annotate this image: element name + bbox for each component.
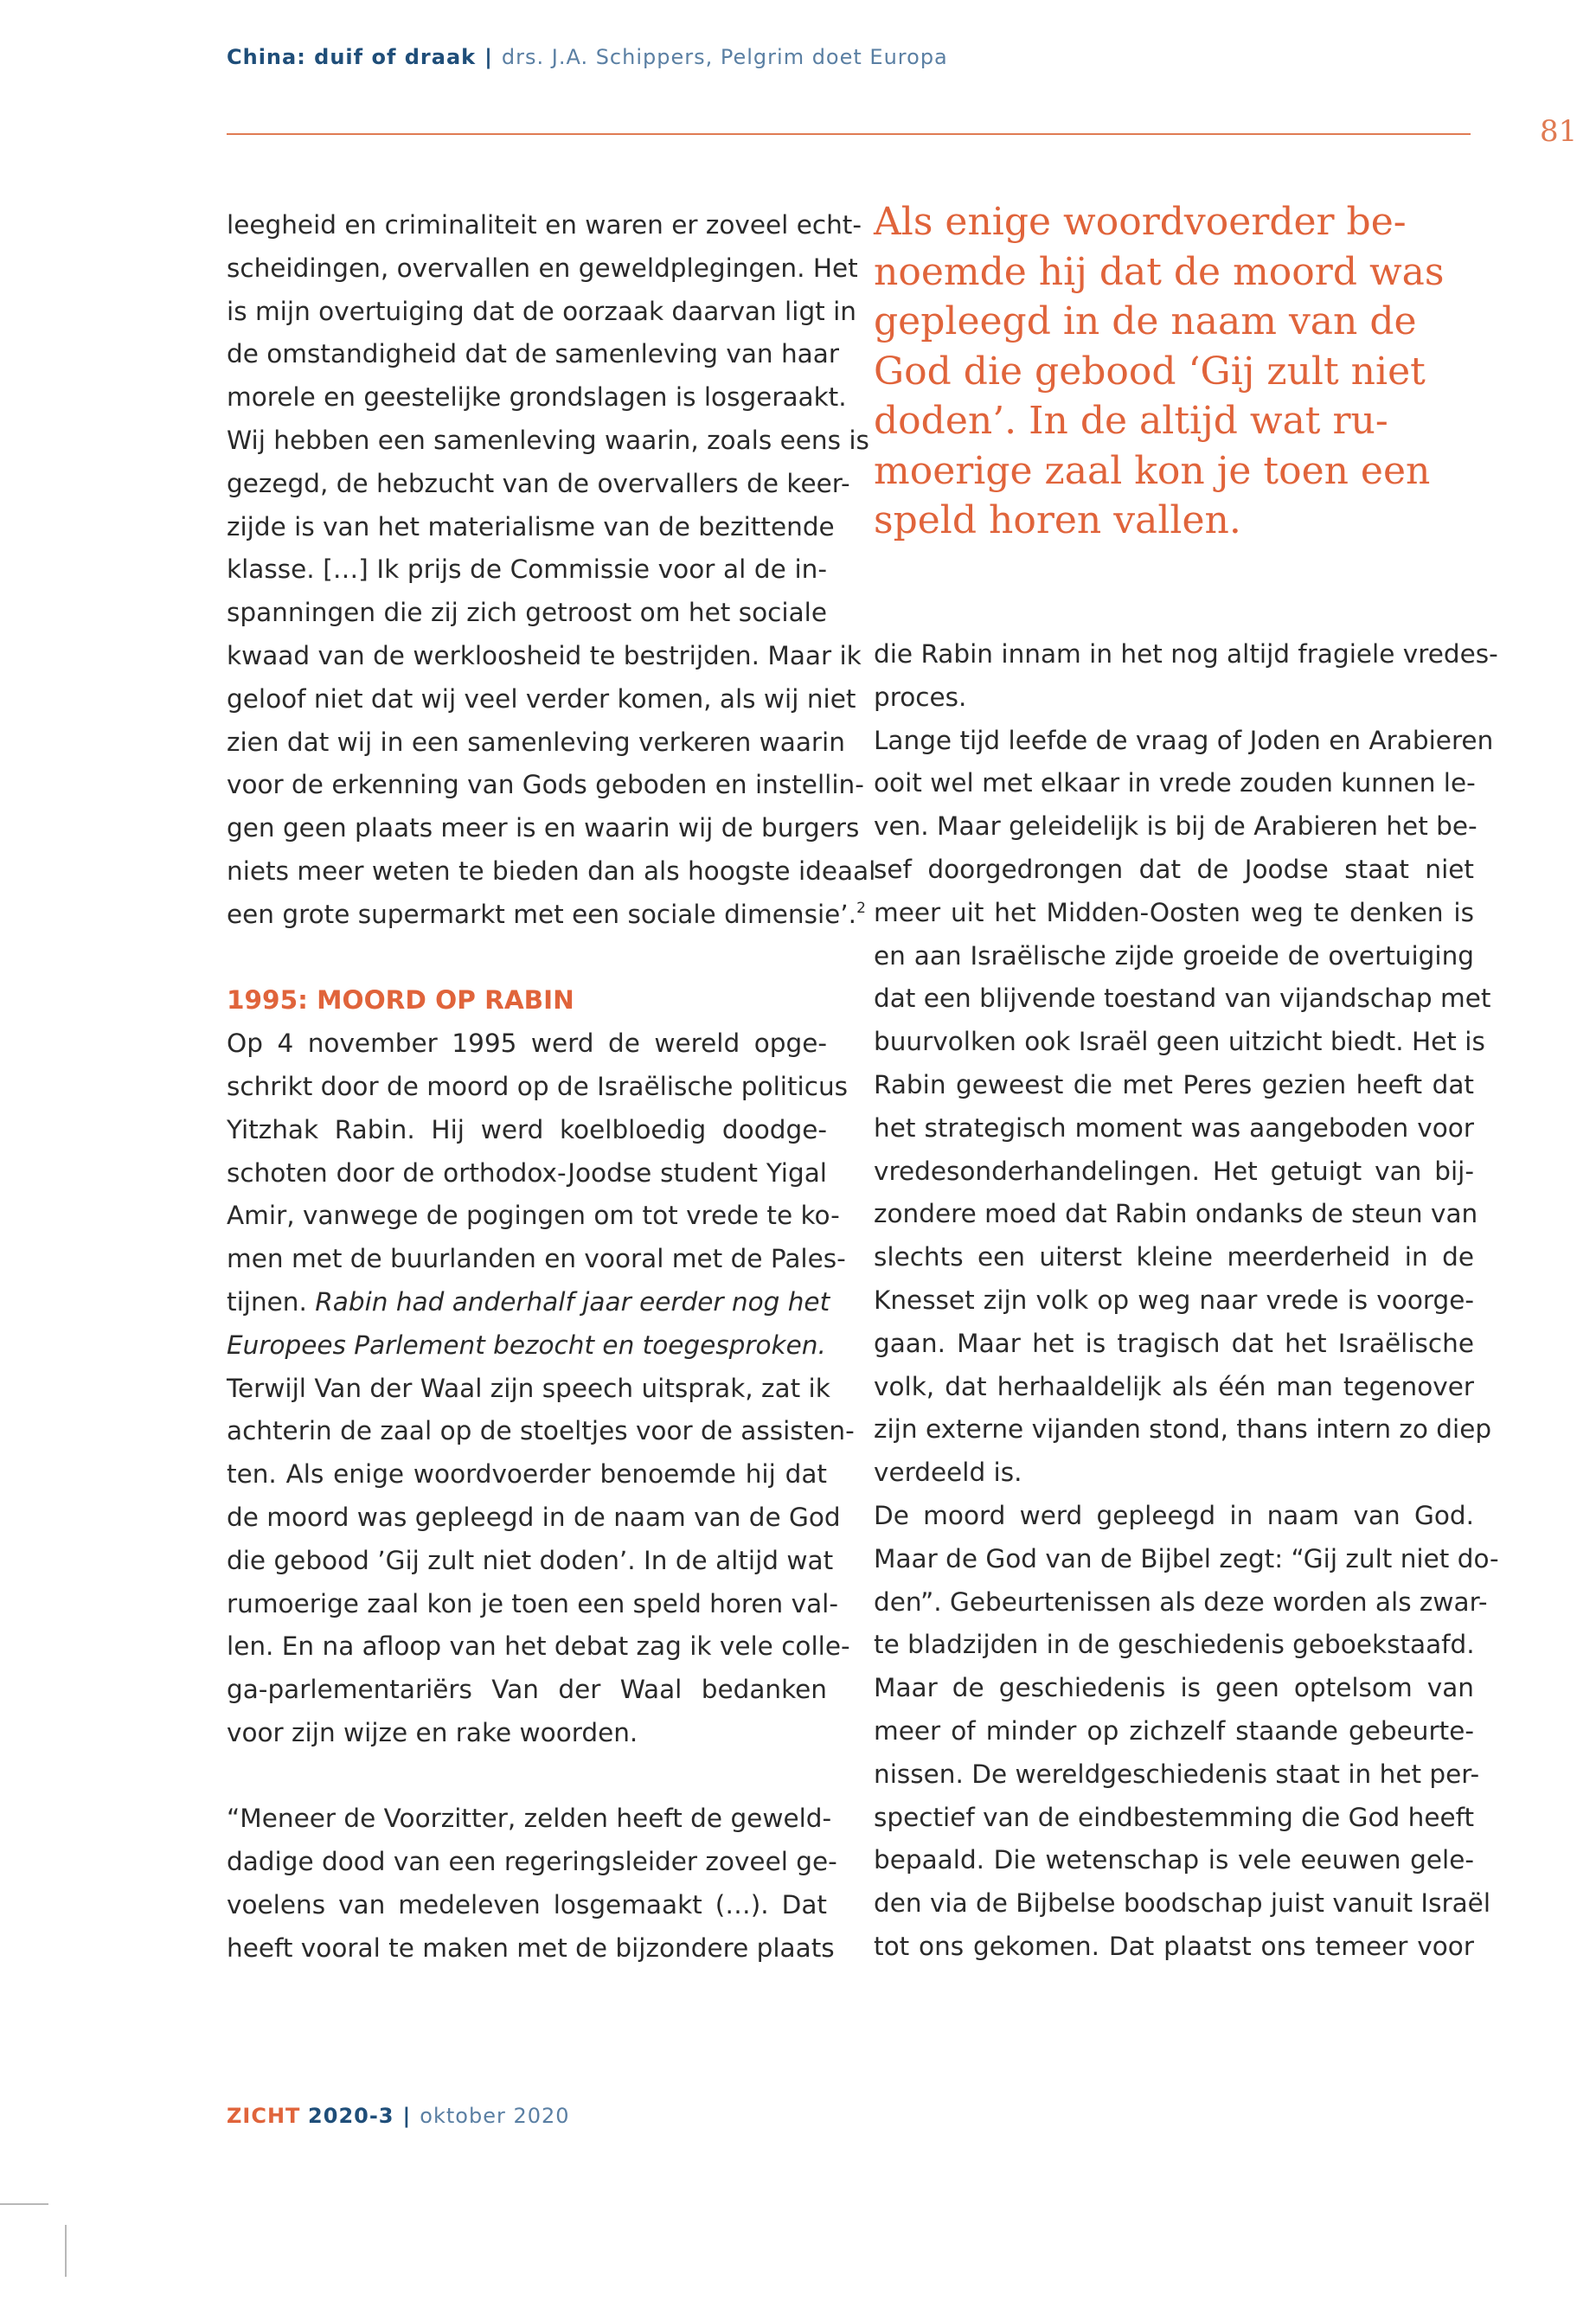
pull-quote-line: doden’. In de altijd wat ru- bbox=[874, 399, 1388, 443]
text-line: Knesset zijn volk op weg naar vrede is voorge- bbox=[874, 1285, 1474, 1315]
text-line: Wij hebben een samenleving waarin, zoals eens is bbox=[227, 425, 869, 455]
text-line bbox=[227, 1281, 830, 1324]
left-para-2 bbox=[227, 1022, 849, 1367]
section-heading: 1995: MOORD OP RABIN bbox=[227, 985, 574, 1016]
footer-date: oktober 2020 bbox=[420, 2104, 570, 2128]
italic-text: Rabin had anderhalf jaar eerder nog het bbox=[315, 1286, 830, 1317]
text-line: is mijn overtuiging dat de oorzaak daarvan ligt in bbox=[227, 296, 857, 326]
text-line: den”. Gebeurtenissen als deze worden als zwar- bbox=[874, 1586, 1488, 1617]
text-line: leegheid en criminaliteit en waren er zoveel echt- bbox=[227, 210, 862, 240]
text-line: heeft vooral te maken met de bijzondere plaats bbox=[227, 1932, 835, 1963]
right-para-2 bbox=[874, 720, 1494, 1495]
text-line: geloof niet dat wij veel verder komen, als wij niet bbox=[227, 683, 856, 714]
text-line: proces. bbox=[874, 682, 967, 712]
right-column bbox=[874, 633, 1499, 1969]
paragraph-gap bbox=[227, 937, 827, 980]
text-line: De moord werd gepleegd in naam van God. bbox=[874, 1500, 1474, 1530]
text-line: verdeeld is. bbox=[874, 1458, 1022, 1488]
text-line: zondere moed dat Rabin ondanks de steun van bbox=[874, 1199, 1478, 1229]
header-subtitle: drs. J.A. Schippers, Pelgrim doet Europa bbox=[501, 45, 948, 69]
text-line: en aan Israëlische zijde groeide de overtuiging bbox=[874, 940, 1474, 971]
text-line: Maar de God van de Bijbel zegt: “Gij zult niet do- bbox=[874, 1543, 1499, 1574]
text-line: zijn externe vijanden stond, thans intern zo diep bbox=[874, 1414, 1492, 1445]
header-separator: | bbox=[484, 45, 493, 69]
text-line: vredesonderhandelingen. Het getuigt van bij- bbox=[874, 1156, 1474, 1186]
pull-quote-line: Als enige woordvoerder be- bbox=[874, 200, 1407, 244]
text-line: gezegd, de hebzucht van de overvallers de keer- bbox=[227, 468, 850, 498]
text-line: die gebood ’Gij zult niet doden’. In de altijd wat bbox=[227, 1545, 834, 1575]
text-line: zijde is van het materialisme van de bezittende bbox=[227, 511, 835, 542]
text-line: buurvolken ook Israël geen uitzicht biedt. Het is bbox=[874, 1027, 1485, 1057]
text-line: spectief van de eindbestemming die God heeft bbox=[874, 1802, 1475, 1832]
footer-magazine: ZICHT bbox=[227, 2104, 301, 2128]
text-line: bepaald. Die wetenschap is vele eeuwen gele- bbox=[874, 1845, 1474, 1875]
text-line-content: tijnen. bbox=[227, 1286, 316, 1317]
left-para-4 bbox=[227, 1798, 837, 1970]
text-line: voelens van medeleven losgemaakt (…). Dat bbox=[227, 1890, 827, 1920]
running-footer bbox=[227, 2104, 570, 2128]
text-line: slechts een uiterst kleine meerderheid in de bbox=[874, 1242, 1474, 1272]
text-line: schrikt door de moord op de Israëlische politicus bbox=[227, 1071, 849, 1101]
text-line: morele en geestelijke grondslagen is losgeraakt. bbox=[227, 382, 847, 413]
text-line bbox=[227, 894, 866, 937]
text-line: klasse. […] Ik prijs de Commissie voor al de in- bbox=[227, 554, 827, 585]
text-line: die Rabin innam in het nog altijd fragiele vredes- bbox=[874, 639, 1498, 669]
pull-quote-line: speld horen vallen. bbox=[874, 498, 1241, 542]
text-line: ten. Als enige woordvoerder benoemde hij dat bbox=[227, 1459, 827, 1490]
text-line: ooit wel met elkaar in vrede zouden kunnen le- bbox=[874, 768, 1476, 798]
left-column bbox=[227, 204, 876, 1971]
text-line: Europees Parlement bezocht en toegesproken. bbox=[227, 1330, 826, 1360]
footnote-marker: 2 bbox=[856, 899, 866, 917]
text-line: dat een blijvende toestand van vijandschap met bbox=[874, 984, 1491, 1014]
text-line: scheidingen, overvallen en geweldplegingen. Het bbox=[227, 253, 858, 283]
text-line: len. En na afloop van het debat zag ik vele colle- bbox=[227, 1631, 850, 1662]
text-line: schoten door de orthodox-Joodse student Yigal bbox=[227, 1157, 827, 1188]
text-line: spanningen die zij zich getroost om het sociale bbox=[227, 598, 827, 628]
text-line: rumoerige zaal kon je toen een speld horen val- bbox=[227, 1588, 839, 1618]
paragraph-gap bbox=[227, 1755, 827, 1798]
text-line: voor de erkenning van Gods geboden en instellin- bbox=[227, 770, 864, 800]
pull-quote bbox=[874, 197, 1497, 546]
pull-quote-line: moerige zaal kon je toen een bbox=[874, 448, 1431, 493]
text-line: Lange tijd leefde de vraag of Joden en Arabieren bbox=[874, 725, 1494, 755]
text-line: het strategisch moment was aangeboden voor bbox=[874, 1112, 1474, 1143]
text-line-content: een grote supermarkt met een sociale dimensie’. bbox=[227, 899, 857, 929]
text-line: volk, dat herhaaldelijk als één man tegenover bbox=[874, 1371, 1474, 1401]
left-para-1 bbox=[227, 204, 876, 937]
pull-quote-line: gepleegd in de naam van de bbox=[874, 299, 1417, 343]
text-line: ga-parlementariërs Van der Waal bedanken bbox=[227, 1675, 827, 1705]
text-line: Amir, vanwege de pogingen om tot vrede te ko- bbox=[227, 1201, 840, 1231]
text-line: Yitzhak Rabin. Hij werd koelbloedig doodge- bbox=[227, 1114, 827, 1144]
text-line: de moord was gepleegd in de naam van de God bbox=[227, 1502, 841, 1532]
text-line: men met de buurlanden en vooral met de Pales- bbox=[227, 1244, 846, 1274]
text-line: gaan. Maar het is tragisch dat het Israëlische bbox=[874, 1328, 1474, 1358]
text-line: Op 4 november 1995 werd de wereld opge- bbox=[227, 1029, 827, 1059]
text-line: tot ons gekomen. Dat plaatst ons temeer voor bbox=[874, 1931, 1474, 1961]
text-line: meer uit het Midden-Oosten weg te denken is bbox=[874, 897, 1474, 927]
running-header bbox=[227, 45, 1265, 69]
text-line: meer of minder op zichzelf staande gebeurte- bbox=[874, 1715, 1474, 1746]
text-line: gen geen plaats meer is en waarin wij de burgers bbox=[227, 813, 860, 843]
text-line: te bladzijden in de geschiedenis geboekstaafd. bbox=[874, 1630, 1475, 1660]
text-line: Terwijl Van der Waal zijn speech uitsprak, zat ik bbox=[227, 1373, 830, 1403]
right-para-3 bbox=[874, 1495, 1499, 1969]
text-line: ven. Maar geleidelijk is bij de Arabieren het be- bbox=[874, 811, 1477, 842]
crop-mark-vertical bbox=[65, 2225, 67, 2277]
footer-separator: | bbox=[402, 2104, 412, 2128]
pull-quote-line: noemde hij dat de moord was bbox=[874, 249, 1445, 294]
crop-mark-horizontal bbox=[0, 2203, 48, 2205]
footer-issue: 2020-3 bbox=[308, 2104, 394, 2128]
text-line: de omstandigheid dat de samenleving van haar bbox=[227, 339, 839, 369]
header-title: China: duif of draak bbox=[227, 45, 477, 69]
text-line: nissen. De wereldgeschiedenis staat in het per- bbox=[874, 1759, 1480, 1789]
text-line: Maar de geschiedenis is geen optelsom van bbox=[874, 1673, 1474, 1703]
text-line: Rabin geweest die met Peres gezien heeft dat bbox=[874, 1069, 1474, 1099]
text-line: voor zijn wijze en rake woorden. bbox=[227, 1717, 638, 1747]
pull-quote-line: God die gebood ‘Gij zult niet bbox=[874, 349, 1426, 394]
header-rule bbox=[227, 133, 1471, 135]
text-line: dadige dood van een regeringsleider zoveel ge- bbox=[227, 1847, 837, 1877]
text-line: niets meer weten te bieden dan als hoogste ideaal bbox=[227, 856, 876, 886]
right-para-1 bbox=[874, 633, 1498, 720]
text-line: sef doorgedrongen dat de Joodse staat niet bbox=[874, 854, 1474, 884]
page-number: 81 bbox=[1540, 114, 1578, 149]
text-line: den via de Bijbelse boodschap juist vanuit Israël bbox=[874, 1888, 1491, 1919]
text-line: kwaad van de werkloosheid te bestrijden. Maar ik bbox=[227, 640, 862, 670]
text-line: achterin de zaal op de stoeltjes voor de assisten- bbox=[227, 1416, 855, 1446]
left-para-3 bbox=[227, 1368, 855, 1755]
text-line: zien dat wij in een samenleving verkeren waarin bbox=[227, 727, 845, 757]
text-line: “Meneer de Voorzitter, zelden heeft de geweld- bbox=[227, 1804, 832, 1834]
